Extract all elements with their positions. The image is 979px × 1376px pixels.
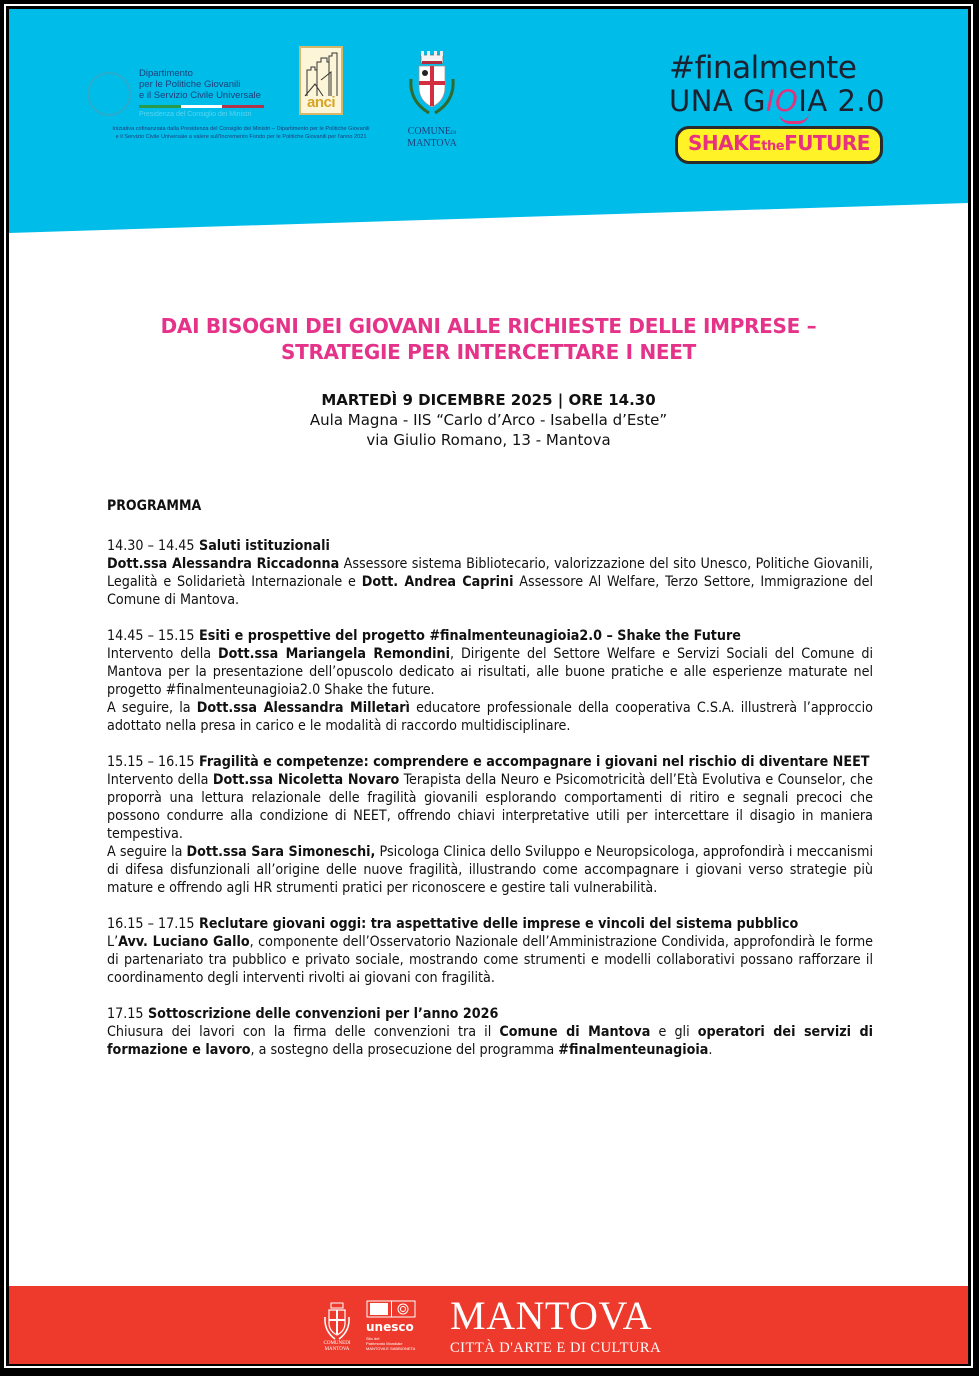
program-item-header: 14.45 – 15.15 Esiti e prospettive del progetto #finalmenteunagioia2.0 – Shake the Future: [107, 628, 741, 644]
brand-hashtag: #finalmente: [669, 50, 857, 86]
program-item-text: A seguire la Dott.ssa Sara Simoneschi, Psicologa Clinica dello Sviluppo e Neuropsicologa, approfondirà i meccanismi di difesa disfunzionali all’origine delle nuove fragilità, illustrando come accompagnare i giovani verso strategie più mature e offrendo agli HR strumenti pratici per riconoscere e gestire tali vulnerabilità.: [107, 844, 873, 896]
mantova-city-brand: [450, 1293, 662, 1357]
event-date: MARTEDÌ 9 DICEMBRE 2025 | ORE 14.30: [321, 391, 656, 409]
program-item-text: L’Avv. Luciano Gallo, componente dell’Osservatorio Nazionale dell’Amministrazione Condivida, approfondirà le forme di partenariato tra pubblico e privato sociale, mostrando come strumenti e modelli collaborativi possano rafforzare il coordinamento degli interventi rivolti ai giovani con fragilità.: [107, 934, 874, 986]
dipartimento-logo: [87, 64, 267, 124]
program-item-text: A seguire, la Dott.ssa Alessandra Milletarì educatore professionale della cooperativa C.S.A. illustrerà l’approccio adottato nella presa in carico e le modalità di raccordo multidisciplinare.: [107, 700, 873, 734]
program-item: [107, 915, 873, 987]
flyer-page: [9, 9, 968, 1364]
comune-mantova-crest-icon: [397, 49, 467, 127]
program-item-text: Intervento della Dott.ssa Mariangela Remondini, Dirigente del Settore Welfare e Servizi Sociali del Comune di Mantova per la presentazione dell’opuscolo dedicato ai risultati, alle buone pratiche e alle esperienze maturate nel progetto #finalmenteunagioia2.0 Shake the future.: [107, 646, 873, 698]
presidenza-subline: Presidenza del Consiglio dei Ministri: [139, 111, 252, 118]
italian-republic-emblem-icon: [87, 72, 131, 116]
program-heading: PROGRAMMA: [107, 498, 202, 514]
city-tagline: CITTÀ D'ARTE E DI CULTURA: [450, 1340, 662, 1356]
comune-crest-icon: [321, 1301, 353, 1341]
cofinancing-note: Iniziativa cofinanziata dalla Presidenza del Consiglio dei Ministri – Dipartimento per le Politiche Giovanili e il Servizio Civile Universale a valere sull'Incremento Fondo per le Politiche Giovanili per l'anno 2021: [112, 126, 370, 140]
program-item-header: 15.15 – 16.15 Fragilità e competenze: comprendere e accompagnare i giovani nel rischio di diventare NEET: [107, 754, 870, 770]
program-item-text: Intervento della Dott.ssa Nicoletta Novaro Terapista della Neuro e Psicomotricità dell’Età Evolutiva e Counselor, che proporrà una lettura relazionale delle fragilità giovanili esplorando comportamenti di ritiro e segnali precoci che possono condurre alla condizione di NEET, offrendo chiavi interpretative utili per intercettare il disagio in maniera tempestiva.: [107, 772, 873, 842]
program-item-header: 16.15 – 17.15 Reclutare giovani oggi: tra aspettative delle imprese e vincoli del sistema pubblico: [107, 916, 799, 932]
shake-the-future-badge: SHAKEtheFUTURE: [675, 126, 883, 164]
program-item-header: 17.15 Sottoscrizione delle convenzioni per l’anno 2026: [107, 1006, 499, 1022]
event-venue: Aula Magna - IIS “Carlo d’Arco - Isabella d’Este”: [309, 411, 668, 429]
footer-comune-name: COMUNEDI MANTOVA: [323, 1341, 351, 1352]
unesco-wordmark: unesco: [366, 1320, 414, 1334]
anci-logo: [299, 46, 343, 115]
footer-band: [9, 1286, 968, 1364]
unesco-temple-icon: [366, 1300, 416, 1318]
program-item: [107, 753, 873, 897]
finalmente-una-gioia-logo: [669, 51, 909, 164]
event-title: DAI BISOGNI DEI GIOVANI ALLE RICHIESTE DELLE IMPRESE – STRATEGIE PER INTERCETTARE I NEET: [160, 314, 817, 364]
dipartimento-name: Dipartimento per le Politiche Giovanili e il Servizio Civile Universale: [139, 68, 261, 101]
program-item-text: Chiusura dei lavori con la firma delle convenzioni tra il Comune di Mantova e gli operatori dei servizi di formazione e lavoro, a sostegno della prosecuzione del programma #finalmenteunagioia.: [107, 1024, 874, 1058]
program-item: [107, 1005, 873, 1059]
program-item: [107, 537, 873, 609]
italian-flag-stripe: [139, 105, 264, 108]
program-section: [107, 497, 873, 1077]
unesco-site-caption: Sito del Patrimonio Mondiale MANTOVA E SABBIONETA: [366, 1336, 416, 1351]
event-address: via Giulio Romano, 13 - Mantova: [366, 431, 611, 449]
anci-towers-icon: [301, 50, 341, 98]
event-details: [9, 391, 968, 450]
comune-mantova-logo: [397, 49, 467, 149]
header-band: [9, 9, 968, 249]
footer-comune-logo: [321, 1301, 353, 1356]
brand-una-gioia: UNA GIOIA 2.0: [669, 84, 886, 118]
anci-wordmark: anci: [306, 94, 335, 111]
program-item: [107, 627, 873, 735]
program-item-header: 14.30 – 14.45 Saluti istituzionali: [107, 538, 330, 554]
program-item-text: Dott.ssa Alessandra Riccadonna Assessore sistema Bibliotecario, valorizzazione del sito Unesco, Politiche Giovanili, Legalità e Solidarietà Internazionale e Dott. Andrea Caprini Assessore Al Welfare, Terzo Settore, Immigrazione del Comune di Mantova.: [107, 556, 873, 608]
city-name: MANTOVA: [450, 1293, 653, 1338]
comune-mantova-name: COMUNEDI MANTOVA: [407, 126, 457, 149]
unesco-logo: [366, 1300, 426, 1355]
